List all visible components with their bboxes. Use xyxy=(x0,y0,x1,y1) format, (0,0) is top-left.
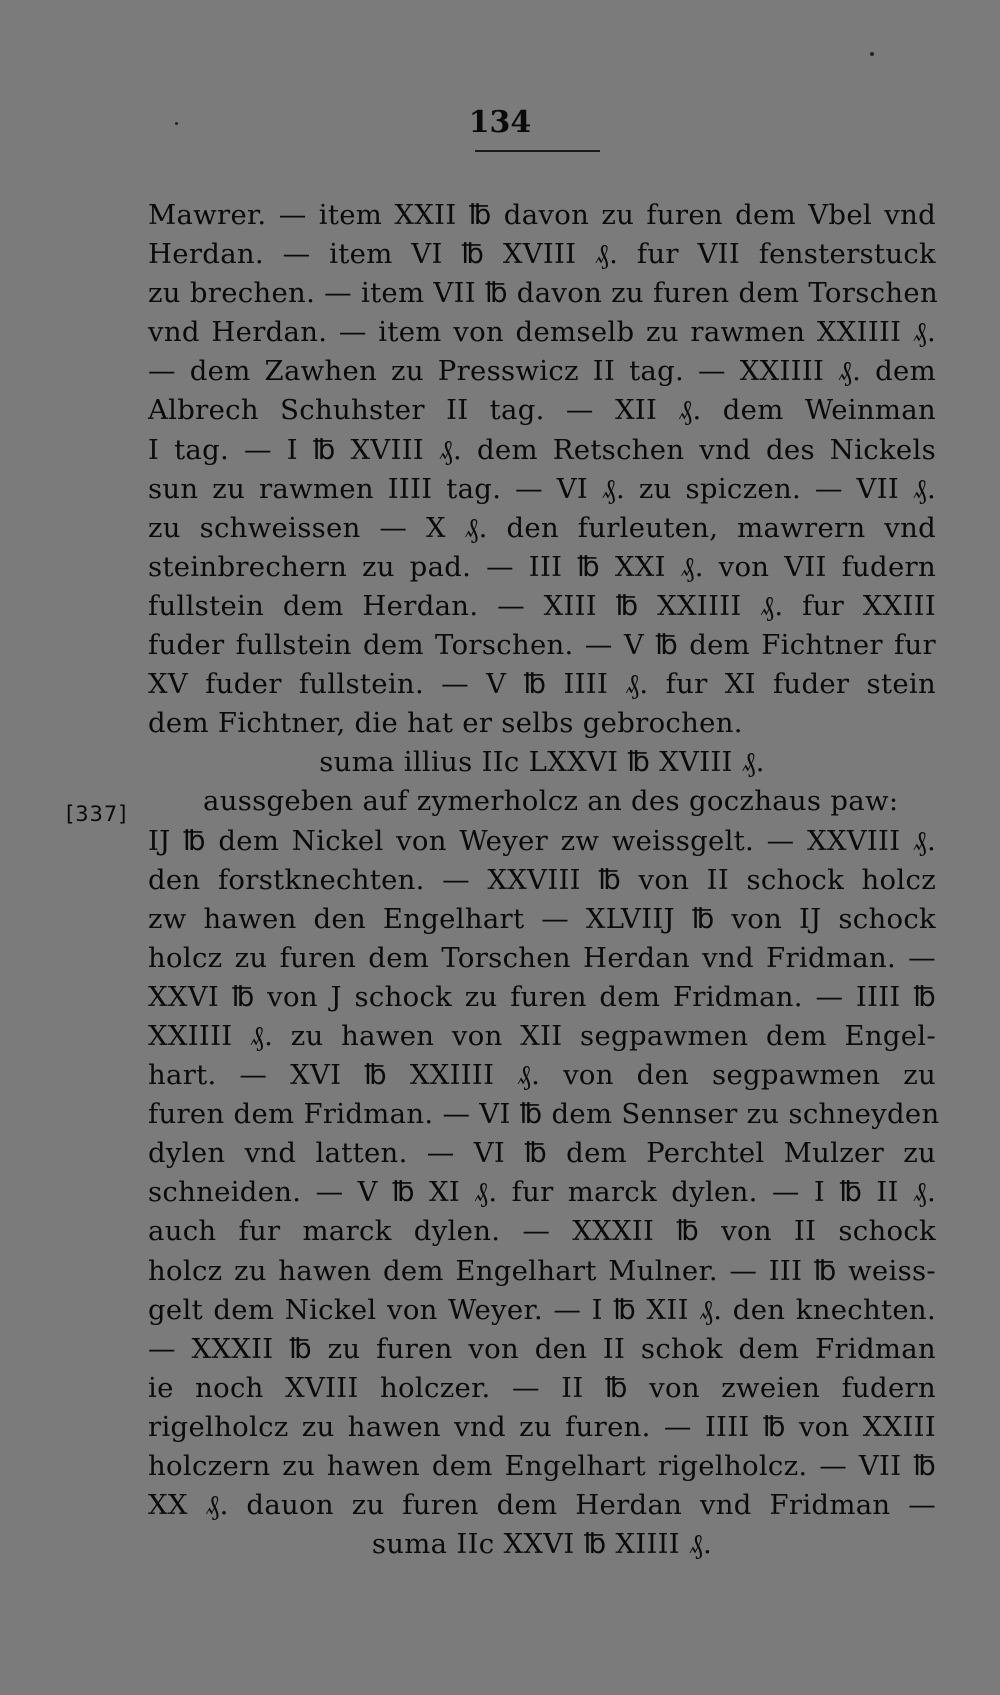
text-line: Albrech Schuhster II tag. — XII ₰. dem Weinman xyxy=(148,394,936,427)
text-line: holcz zu furen dem Torschen Herdan vnd Fridman. — xyxy=(148,941,936,974)
text-line: hart. — XVI ℔ XXIIII ₰. von den segpawmen zu xyxy=(148,1059,936,1092)
text-line: vnd Herdan. — item von demselb zu rawmen XXIIII ₰. xyxy=(148,316,936,349)
text-line: holczern zu hawen dem Engelhart rigelholcz. — VII ℔ xyxy=(148,1450,936,1482)
margin-reference: [337] xyxy=(66,802,128,826)
text-line: zw hawen den Engelhart — XLVIIJ ℔ von IJ schock xyxy=(148,902,936,935)
text-line: IJ ℔ dem Nickel von Weyer zw weissgelt. — XXVIII ₰. xyxy=(148,824,936,857)
text-line: fullstein dem Herdan. — XIII ℔ XXIIII ₰. fur XXIII xyxy=(148,589,936,622)
speck-mark xyxy=(175,122,178,125)
page-number: 134 xyxy=(468,105,532,140)
text-line: gelt dem Nickel von Weyer. — I ℔ XII ₰. den knechten. xyxy=(148,1293,936,1326)
text-line: fuder fullstein dem Torschen. — V ℔ dem Fichtner fur xyxy=(148,629,936,662)
text-line: zu brechen. — item VII ℔ davon zu furen dem Torschen xyxy=(148,277,938,310)
text-line: XX ₰. dauon zu furen dem Herdan vnd Fridman — xyxy=(148,1489,936,1522)
text-line: Mawrer. — item XXII ℔ davon zu furen dem Vbel vnd xyxy=(148,199,936,231)
text-line: zu schweissen — X ₰. den furleuten, mawrern vnd xyxy=(148,511,936,544)
text-line: XV fuder fullstein. — V ℔ IIII ₰. fur XI fuder stein xyxy=(148,668,936,701)
text-line: suma IIc XXVI ℔ XIIII ₰. xyxy=(371,1528,713,1561)
text-line: furen dem Fridman. — VI ℔ dem Sennser zu schneyden xyxy=(148,1098,940,1131)
text-line: — dem Zawhen zu Presswicz II tag. — XXIIII ₰. dem xyxy=(148,355,936,388)
document-text xyxy=(148,196,940,1564)
text-line: Herdan. — item VI ℔ XVIII ₰. fur VII fensterstuck xyxy=(148,238,936,271)
text-line: rigelholcz zu hawen vnd zu furen. — IIII ℔ von XXIII xyxy=(148,1410,936,1443)
text-line: auch fur marck dylen. — XXXII ℔ von II schock xyxy=(148,1215,936,1248)
text-line: — XXXII ℔ zu furen von den II schok dem Fridman xyxy=(148,1332,936,1365)
text-line: XXIIII ₰. zu hawen von XII segpawmen dem Engel- xyxy=(148,1019,936,1052)
text-line: ie noch XVIII holczer. — II ℔ von zweien fudern xyxy=(148,1371,936,1404)
text-line: holcz zu hawen dem Engelhart Mulner. — III ℔ weiss- xyxy=(148,1254,936,1287)
text-line: XXVI ℔ von J schock zu furen dem Fridman. — IIII ℔ xyxy=(148,980,936,1013)
text-line: den forstknechten. — XXVIII ℔ von II schock holcz xyxy=(148,863,936,896)
text-line: I tag. — I ℔ XVIII ₰. dem Retschen vnd des Nickels xyxy=(148,433,936,466)
text-line: steinbrechern zu pad. — III ℔ XXI ₰. von VII fudern xyxy=(148,550,936,583)
text-line: sun zu rawmen IIII tag. — VI ₰. zu spiczen. — VII ₰. xyxy=(148,472,936,505)
text-line: aussgeben auf zymerholcz an des goczhaus paw: xyxy=(203,785,899,818)
text-line: dem Fichtner, die hat er selbs gebrochen. xyxy=(148,707,743,740)
speck-mark xyxy=(870,52,874,56)
text-line: suma illius IIc LXXVI ℔ XVIII ₰. xyxy=(319,746,765,779)
text-line: dylen vnd latten. — VI ℔ dem Perchtel Mulzer zu xyxy=(148,1137,936,1170)
page-number-rule xyxy=(475,150,600,152)
text-line: schneiden. — V ℔ XI ₰. fur marck dylen. — I ℔ II ₰. xyxy=(148,1176,936,1209)
